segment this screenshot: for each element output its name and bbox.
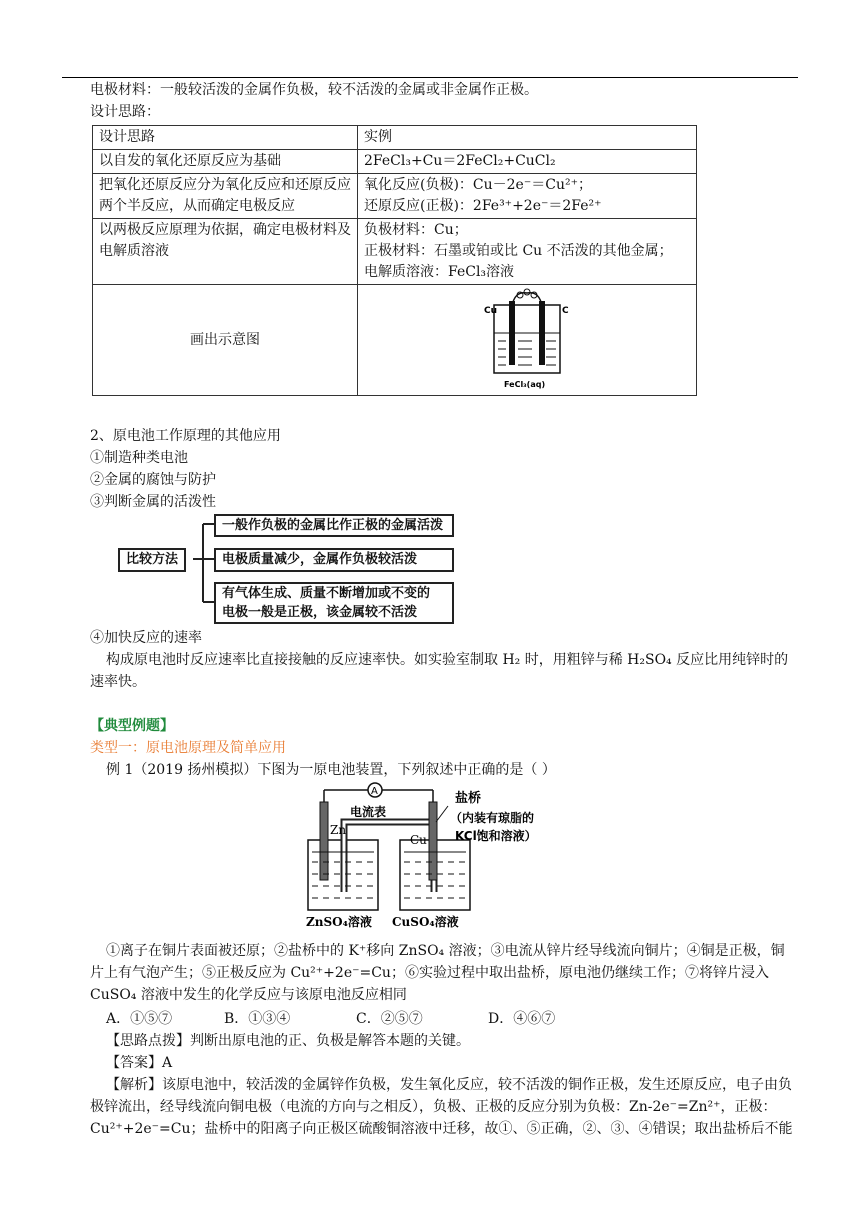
- answer-label: 【答案】: [106, 1055, 162, 1071]
- reduction-reaction: 还原反应(正极)：2Fe³⁺+2e⁻＝2Fe²⁺: [364, 198, 602, 214]
- solution-label: FeCl₃(aq): [504, 380, 546, 389]
- example-1-statements: ①离子在铜片表面被还原；②盐桥中的 K⁺移向 ZnSO₄ 溶液；③电流从锌片经导线流向铜片；④铜是正极，铜片上有气泡产生；⑤正极反应为 Cu²⁺+2e⁻=Cu；⑥实验过程中取出盐桥，原电池仍继续工作；⑦将锌片浸入 CuSO₄ 溶液中发生的化学反应与该原电池反应相同: [90, 943, 785, 1003]
- list-item: ②金属的腐蚀与防护: [90, 472, 216, 488]
- list-item: ③判断金属的活泼性: [90, 494, 216, 510]
- analysis-paragraph: [90, 1074, 796, 1140]
- salt-bridge-note-1: （内装有琼脂的: [450, 811, 535, 825]
- cuso4-label: CuSO₄溶液: [392, 915, 459, 929]
- table-cell: [358, 285, 697, 396]
- znso4-label: ZnSO₄溶液: [306, 915, 372, 929]
- answer-text: A: [162, 1055, 173, 1071]
- table-header-cell: 实例: [358, 126, 697, 150]
- table-cell: 以两极反应原理为依据，确定电极材料及电解质溶液: [93, 219, 358, 285]
- hint-label: 【思路点拨】: [106, 1033, 190, 1049]
- electrode-material-text: 电极材料：一般较活泼的金属作负极，较不活泼的金属或非金属作正极。: [90, 82, 538, 98]
- table-header-row: [93, 126, 697, 150]
- answer-line: [106, 1052, 172, 1074]
- galvanic-cell-diagram: [300, 782, 590, 932]
- table-cell: [358, 219, 697, 285]
- cu-electrode-label: Cu: [410, 833, 427, 847]
- option-c[interactable]: C．②⑤⑦: [356, 1011, 423, 1027]
- rate-paragraph: 构成原电池时反应速率比直接接触的反应速率快。如实验室制取 H₂ 时，用粗锌与稀 H₂SO₄ 反应比用纯锌时的速率快。: [90, 652, 789, 690]
- analysis-label: 【解析】: [106, 1077, 162, 1093]
- design-idea-heading: 设计思路：: [90, 104, 160, 120]
- typical-examples-heading: 【典型例题】: [90, 718, 174, 734]
- negative-material: 负极材料：Cu；: [364, 222, 468, 238]
- example-1-stem: 例 1（2019 扬州模拟）下图为一原电池装置，下列叙述中正确的是（ ）: [106, 762, 556, 778]
- table-row: [93, 219, 697, 285]
- analysis-text: 该原电池中，较活泼的金属锌作负极，发生氧化反应，较不活泼的铜作正极，发生还原反应，电子由负极锌流出，经导线流向铜电极（电流的方向与之相反），负极、正极的反应分别为负极：Zn-2e⁻=Zn²⁺，正极：Cu²⁺+2e⁻=Cu；盐桥中的阳离子向正极区硫酸铜溶液中迁移，故①、⑤正确，②、③、④错误；取出盐桥后不能: [90, 1077, 793, 1137]
- c-electrode-label: C: [562, 306, 569, 316]
- fecl3-cell-diagram: [482, 287, 572, 393]
- option-b[interactable]: B．①③④: [224, 1011, 291, 1027]
- compare-rule-1: 一般作负极的金属比作正极的金属活泼: [214, 514, 454, 537]
- compare-method-box: 比较方法: [118, 548, 186, 572]
- list-item: ①制造种类电池: [90, 450, 188, 466]
- salt-bridge-note-2: KCl饱和溶液）: [455, 829, 537, 843]
- table-cell: 把氧化还原反应分为氧化反应和还原反应两个半反应，从而确定电极反应: [93, 174, 358, 219]
- positive-material: 正极材料：石墨或铂或比 Cu 不活泼的其他金属；: [364, 243, 673, 259]
- salt-bridge-label: 盐桥: [455, 791, 482, 806]
- table-cell: 2FeCl₃+Cu＝2FeCl₂+CuCl₂: [358, 150, 697, 174]
- table-cell: [358, 174, 697, 219]
- table-cell: 以自发的氧化还原反应为基础: [93, 150, 358, 174]
- cu-electrode-label: Cu: [484, 306, 498, 316]
- section-2-title: 2、原电池工作原理的其他应用: [90, 428, 281, 444]
- option-d[interactable]: D．④⑥⑦: [488, 1011, 556, 1027]
- design-table: [92, 125, 697, 396]
- table-row: [93, 285, 697, 396]
- compare-rule-2: 电极质量减少，金属作负极较活泼: [214, 548, 454, 572]
- hint-line: [106, 1030, 470, 1052]
- table-row: [93, 174, 697, 219]
- oxidation-reaction: 氧化反应(负极)：Cu－2e⁻＝Cu²⁺；: [364, 177, 592, 193]
- ammeter-label: 电流表: [350, 805, 387, 819]
- header-rule: [62, 77, 798, 78]
- list-item: ④加快反应的速率: [90, 630, 202, 646]
- electrolyte: 电解质溶液：FeCl₃溶液: [364, 264, 515, 280]
- table-row: [93, 150, 697, 174]
- option-a[interactable]: A．①⑤⑦: [106, 1011, 173, 1027]
- compare-rule-3-line1: 有气体生成、质量不断增加或不变的: [222, 586, 431, 601]
- type-one-heading: 类型一：原电池原理及简单应用: [90, 740, 286, 756]
- zn-electrode-label: Zn: [330, 823, 347, 837]
- hint-text: 判断出原电池的正、负极是解答本题的关键。: [190, 1033, 470, 1049]
- compare-rule-3-line2: 电极一般是正极，该金属较不活泼: [222, 605, 418, 620]
- table-header-cell: 设计思路: [93, 126, 358, 150]
- table-cell: 画出示意图: [93, 285, 358, 396]
- compare-rule-3: [214, 582, 454, 624]
- ammeter-symbol: A: [371, 786, 378, 797]
